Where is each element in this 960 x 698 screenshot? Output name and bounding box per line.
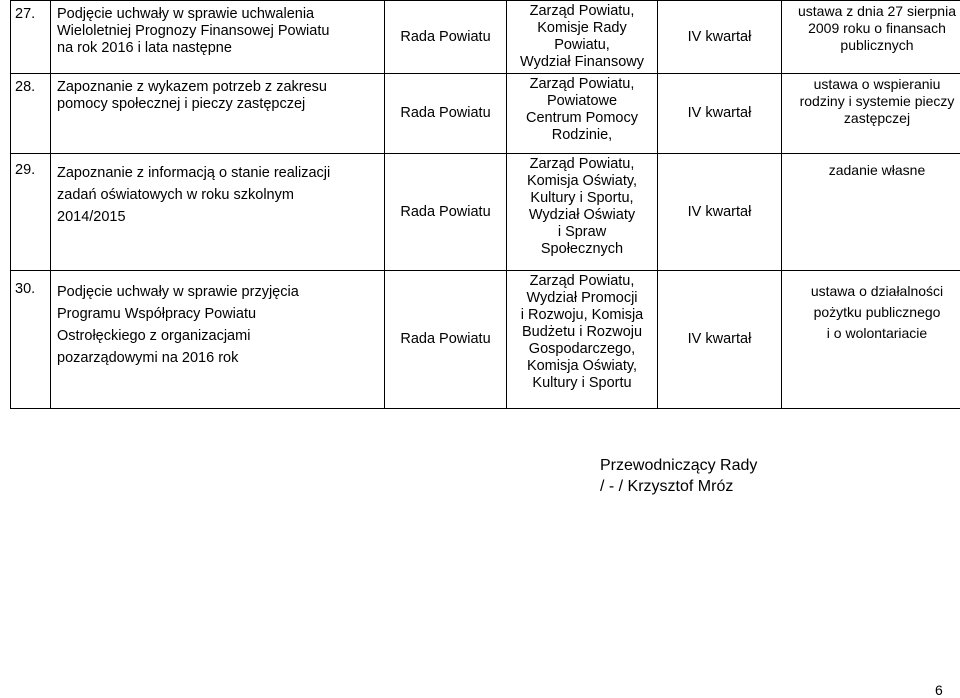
basis-line: 2009 roku o finansach bbox=[808, 20, 946, 36]
basis-line: ustawa o wspieraniu bbox=[813, 76, 941, 92]
basis-line: publicznych bbox=[840, 37, 914, 53]
subject-line: Programu Współpracy Powiatu bbox=[57, 306, 257, 322]
basis-line: i o wolontariacie bbox=[826, 325, 928, 341]
preparer-line: Kultury i Sportu bbox=[532, 375, 632, 391]
row-deadline: IV kwartał bbox=[658, 154, 782, 271]
preparer-line: Komisja Oświaty, bbox=[526, 173, 638, 189]
row-preparers bbox=[507, 74, 658, 154]
row-number: 30. bbox=[11, 271, 51, 409]
preparer-line: Społecznych bbox=[540, 241, 624, 257]
subject-line: zadań oświatowych w roku szkolnym bbox=[57, 187, 294, 203]
preparer-line: i Spraw bbox=[557, 224, 607, 240]
basis-line: zastępczej bbox=[843, 110, 911, 126]
row-number: 29. bbox=[11, 154, 51, 271]
subject-line: Wieloletniej Prognozy Finansowej Powiatu bbox=[57, 23, 330, 39]
preparer-line: Wydział Oświaty bbox=[528, 207, 636, 223]
row-responsible: Rada Powiatu bbox=[385, 271, 507, 409]
preparer-line: i Rozwoju, Komisja bbox=[520, 307, 644, 323]
row-subject bbox=[51, 74, 385, 154]
row-preparers bbox=[507, 271, 658, 409]
signature-name: / - / Krzysztof Mróz bbox=[600, 478, 734, 495]
table-row bbox=[11, 271, 960, 409]
preparer-line: Wydział Promocji bbox=[526, 290, 638, 306]
signature-title: Przewodniczący Rady bbox=[600, 457, 758, 474]
preparer-line: Budżetu i Rozwoju bbox=[521, 324, 643, 340]
basis-line: rodziny i systemie pieczy bbox=[799, 93, 955, 109]
preparer-line: Gospodarczego, bbox=[528, 341, 636, 357]
preparer-line: Komisje Rady bbox=[537, 20, 627, 36]
preparer-line: Zarząd Powiatu, bbox=[529, 156, 635, 172]
table-row bbox=[11, 154, 960, 271]
preparer-line: Komisja Oświaty, bbox=[526, 358, 638, 374]
row-preparers bbox=[507, 1, 658, 74]
basis-line: ustawa o działalności bbox=[810, 283, 944, 299]
row-responsible: Rada Powiatu bbox=[385, 1, 507, 74]
row-preparers bbox=[507, 154, 658, 271]
preparer-line: Zarząd Powiatu, bbox=[529, 273, 635, 289]
basis-line: ustawa z dnia 27 sierpnia bbox=[798, 3, 956, 19]
preparer-line: Kultury i Sportu, bbox=[530, 190, 634, 206]
row-responsible: Rada Powiatu bbox=[385, 74, 507, 154]
subject-line: na rok 2016 i lata następne bbox=[57, 40, 232, 56]
row-number: 28. bbox=[11, 74, 51, 154]
row-responsible: Rada Powiatu bbox=[385, 154, 507, 271]
subject-line: Podjęcie uchwały w sprawie uchwalenia bbox=[57, 6, 315, 22]
basis-line: zadanie własne bbox=[828, 162, 926, 178]
row-subject bbox=[51, 154, 385, 271]
plan-table bbox=[10, 0, 960, 409]
preparer-line: Powiatu, bbox=[554, 37, 610, 53]
subject-line: Zapoznanie z informacją o stanie realizacji bbox=[57, 165, 331, 181]
row-deadline: IV kwartał bbox=[658, 74, 782, 154]
subject-line: pomocy społecznej i pieczy zastępczej bbox=[57, 96, 306, 112]
page-number: 6 bbox=[935, 682, 943, 698]
preparer-line: Zarząd Powiatu, bbox=[529, 76, 635, 92]
row-subject bbox=[51, 271, 385, 409]
row-legal-basis bbox=[782, 1, 960, 74]
preparer-line: Centrum Pomocy bbox=[525, 110, 638, 126]
row-legal-basis bbox=[782, 74, 960, 154]
preparer-line: Wydział Finansowy bbox=[520, 54, 644, 70]
row-deadline: IV kwartał bbox=[658, 271, 782, 409]
signature-block bbox=[600, 455, 757, 497]
subject-line: pozarządowymi na 2016 rok bbox=[57, 350, 239, 366]
subject-line: Ostrołęckiego z organizacjami bbox=[57, 328, 251, 344]
row-number: 27. bbox=[11, 1, 51, 74]
basis-line: pożytku publicznego bbox=[813, 304, 941, 320]
table-row bbox=[11, 1, 960, 74]
row-deadline: IV kwartał bbox=[658, 1, 782, 74]
row-subject bbox=[51, 1, 385, 74]
preparer-line: Rodzinie, bbox=[551, 127, 613, 143]
preparer-line: Zarząd Powiatu, bbox=[529, 3, 635, 19]
subject-line: Zapoznanie z wykazem potrzeb z zakresu bbox=[57, 79, 327, 95]
row-legal-basis bbox=[782, 154, 960, 271]
subject-line: Podjęcie uchwały w sprawie przyjęcia bbox=[57, 284, 299, 300]
table-row bbox=[11, 74, 960, 154]
preparer-line: Powiatowe bbox=[546, 93, 618, 109]
subject-line: 2014/2015 bbox=[57, 209, 126, 225]
row-legal-basis bbox=[782, 271, 960, 409]
